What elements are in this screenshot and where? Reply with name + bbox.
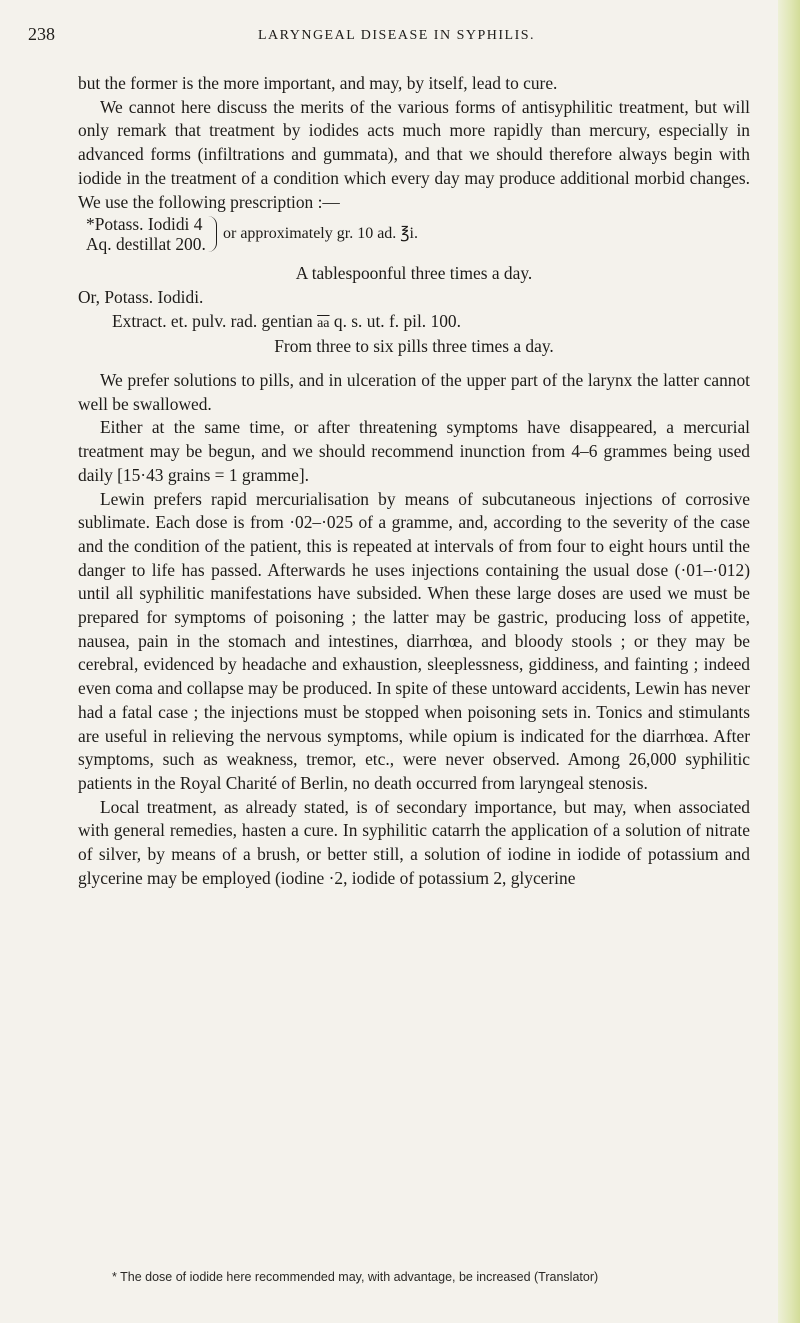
rx1-approx: or approximately gr. 10 ad. ℥i. bbox=[223, 225, 418, 243]
ana-symbol: $\overline{aa}$ bbox=[317, 315, 330, 331]
rx1-line1: *Potass. Iodidi 4 bbox=[86, 214, 203, 235]
rx2-line2-post: q. s. ut. f. pil. 100. bbox=[333, 310, 461, 331]
rx2-dose: From three to six pills three times a day. bbox=[274, 336, 554, 357]
paragraph-6: Local treatment, as already stated, is of secondary importance, but may, when associated with general remedies, hasten a cure. In syphilitic catarrh the application of a solution of nitrate of silver, by means of a brush, or better still, a solution of iodine in iodide of potassium and glycerine may be employed (iodine ·2, iodide of potassium 2, glycerine bbox=[78, 796, 750, 888]
rx2-line1: Or, Potass. Iodidi. bbox=[78, 286, 204, 307]
body-text bbox=[78, 72, 750, 891]
rx1-line2: Aq. destillat 200. bbox=[86, 234, 206, 255]
page-number: 238 bbox=[28, 24, 55, 44]
running-title: LARYNGEAL DISEASE IN SYPHILIS. bbox=[258, 28, 536, 43]
prescription-1 bbox=[78, 214, 750, 262]
footnote: * The dose of iodide here recommended may, with advantage, be increased (Translator) bbox=[112, 1270, 599, 1284]
paragraph-2: We cannot here discuss the merits of the various forms of antisyphilitic treatment, but will only remark that treatment by iodides acts much more rapidly than mercury, especially in advanced forms (infiltrations and gummata), and that we should therefore always begin with iodide in the treatment of a condition which every day may produce additional morbid changes. We use the following prescription :— bbox=[78, 96, 750, 212]
rx1-dose: A tablespoonful three times a day. bbox=[295, 263, 533, 284]
paragraph-1: but the former is the more important, and may, by itself, lead to cure. bbox=[78, 73, 558, 93]
paragraph-3: We prefer solutions to pills, and in ulceration of the upper part of the larynx the latter cannot well be swallowed. bbox=[78, 370, 750, 414]
rx2-line2 bbox=[78, 310, 750, 336]
page-edge bbox=[778, 0, 800, 1323]
brace bbox=[208, 216, 217, 252]
prescription-2 bbox=[78, 286, 750, 359]
paragraph-5: Lewin prefers rapid mercurialisation by means of subcutaneous injections of corrosive sublimate. Each dose is from ·02–·025 of a gramme, and, according to the severity of the case and the condition of the patient, this is repeated at intervals of from four to eight hours until the danger to life has passed. Afterwards he uses injections containing the usual dose (·01–·012) until all syphilitic manifestations have subsided. When these large doses are used we must be prepared for symptoms of poisoning ; the latter may be gastric, producing loss of appetite, nausea, pain in the stomach and intestines, diarrhœa, and bloody stools ; or they may be cerebral, evidenced by headache and exhaustion, sleeplessness, giddiness, and fainting ; indeed even coma and collapse may be produced. In spite of these untoward accidents, Lewin has never had a fatal case ; the injections must be stopped when poisoning sets in. Tonics and stimulants are useful in relieving the nervous symptoms, while opium is indicated for the diarrhœa. After symptoms, such as weakness, tremor, etc., were never observed. Among 26,000 syphilitic patients in the Royal Charité of Berlin, no death occurred from laryngeal stenosis. bbox=[78, 488, 750, 793]
rx2-line2-pre: Extract. et. pulv. rad. gentian bbox=[112, 310, 313, 331]
paragraph-4: Either at the same time, or after threatening symptoms have disappeared, a mercurial treatment may be begun, and we should recommend inunction from 4–6 grammes being used daily [15·43 grains = 1 gramme]. bbox=[78, 417, 750, 485]
